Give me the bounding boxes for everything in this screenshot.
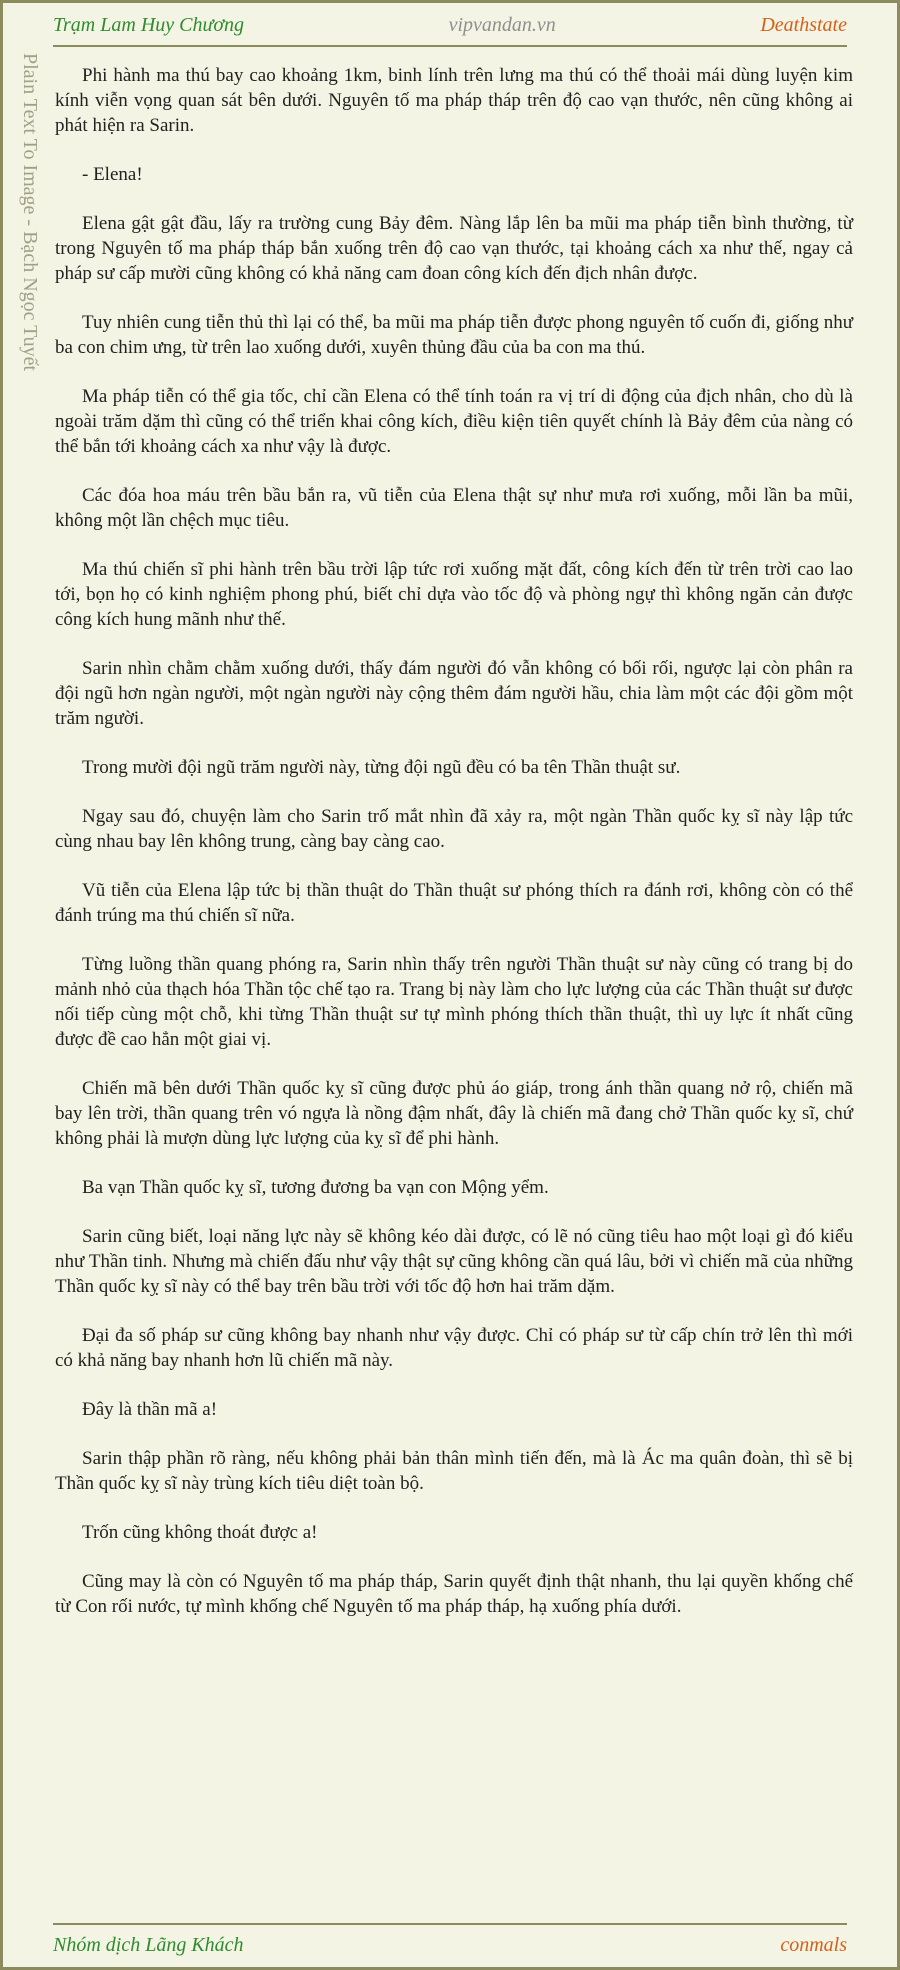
- footer-group: Nhóm dịch Lãng Khách: [53, 1933, 244, 1956]
- paragraph: Sarin thập phần rõ ràng, nếu không phải bản thân mình tiến đến, mà là Ác ma quân đoàn, thì sẽ bị Thần quốc kỵ sĩ này trùng kích tiêu diệt toàn bộ.: [55, 1448, 853, 1494]
- paragraph: Cũng may là còn có Nguyên tố ma pháp tháp, Sarin quyết định thật nhanh, thu lại quyền khống chế từ Con rối nước, tự mình khống chế Nguyên tố ma pháp tháp, hạ xuống phía dưới.: [55, 1571, 853, 1617]
- paragraph: Ba vạn Thần quốc kỵ sĩ, tương đương ba vạn con Mộng yểm.: [82, 1177, 549, 1198]
- header-site: vipvandan.vn: [448, 13, 556, 36]
- paragraph: Đây là thần mã a!: [82, 1399, 218, 1420]
- paragraph: - Elena!: [82, 164, 143, 185]
- page-header: [53, 5, 847, 47]
- page-footer: [53, 1923, 847, 1965]
- paragraph: Đại đa số pháp sư cũng không bay nhanh như vậy được. Chỉ có pháp sư từ cấp chín trở lên thì mới có khả năng bay nhanh hơn lũ chiến mã này.: [55, 1325, 853, 1371]
- paragraph: Tuy nhiên cung tiễn thủ thì lại có thể, ba mũi ma pháp tiễn được phong nguyên tố cuốn đi, giống như ba con chim ưng, từ trên lao xuống dưới, xuyên thủng đầu của ba con ma thú.: [55, 312, 853, 358]
- paragraph: Chiến mã bên dưới Thần quốc kỵ sĩ cũng được phủ áo giáp, trong ánh thần quang nở rộ, chiến mã bay lên trời, thần quang trên vó ngựa là nồng đậm nhất, đây là chiến mã đang chở Thần quốc kỵ sĩ, chứ không phải là mượn dùng lực lượng của kỵ sĩ để phi hành.: [55, 1078, 853, 1149]
- paragraph: Ma pháp tiễn có thể gia tốc, chỉ cần Elena có thể tính toán ra vị trí di động của địch nhân, cho dù là ngoài trăm dặm thì cũng có thể triển khai công kích, điều kiện tiên quyết chính là Bảy đêm của nàng có thể bắn tới khoảng cách xa như vậy là được.: [55, 386, 853, 457]
- paragraph: Ngay sau đó, chuyện làm cho Sarin trố mắt nhìn đã xảy ra, một ngàn Thần quốc kỵ sĩ này lập tức cùng nhau bay lên không trung, càng bay càng cao.: [55, 806, 853, 852]
- side-watermark: [15, 53, 41, 393]
- footer-editor: conmals: [780, 1933, 847, 1956]
- paragraph: Trốn cũng không thoát được a!: [82, 1522, 318, 1543]
- paragraph: Phi hành ma thú bay cao khoảng 1km, binh lính trên lưng ma thú có thể thoải mái dùng luyện kim kính viễn vọng quan sát bên dưới. Nguyên tố ma pháp tháp trên độ cao vạn thước, nên cũng không ai phát hiện ra Sarin.: [55, 65, 853, 136]
- side-watermark-text: Plain Text To Image - Bạch Ngọc Tuyết: [19, 53, 41, 372]
- chapter-text: [55, 63, 853, 1643]
- paragraph: Các đóa hoa máu trên bầu bắn ra, vũ tiễn của Elena thật sự như mưa rơi xuống, mỗi lần ba mũi, không một lần chệch mục tiêu.: [55, 485, 853, 531]
- paragraph: Sarin cũng biết, loại năng lực này sẽ không kéo dài được, có lẽ nó cũng tiêu hao một loại gì đó kiểu như Thần tinh. Nhưng mà chiến đấu như vậy thật sự cũng không cần quá lâu, bởi vì chiến mã của những Thần quốc kỵ sĩ này có thể bay trên bầu trời với tốc độ hơn hai trăm dặm.: [55, 1226, 853, 1297]
- paragraph: Ma thú chiến sĩ phi hành trên bầu trời lập tức rơi xuống mặt đất, công kích đến từ trên trời cao lao tới, bọn họ có kinh nghiệm phong phú, biết chỉ dựa vào tốc độ và phòng ngự thì không ngăn cản được công kích hung mãnh như thế.: [55, 559, 853, 630]
- header-translator: Trạm Lam Huy Chương: [53, 13, 245, 36]
- paragraph: Từng luồng thần quang phóng ra, Sarin nhìn thấy trên người Thần thuật sư này cũng có trang bị do mảnh nhỏ của thạch hóa Thần tộc chế tạo ra. Trang bị này làm cho lực lượng của các Thần thuật sư được nối tiếp cùng một chỗ, khi từng Thần thuật sư tự mình phóng thích thần thuật, thì uy lực ít nhất cũng được đề cao hẳn một giai vị.: [55, 954, 853, 1050]
- paragraph: Sarin nhìn chằm chằm xuống dưới, thấy đám người đó vẫn không có bối rối, ngược lại còn phân ra đội ngũ hơn ngàn người, một ngàn người này cộng thêm đám người hầu, chia làm một các đội gồm một trăm người.: [55, 658, 853, 729]
- paragraph: Trong mười đội ngũ trăm người này, từng đội ngũ đều có ba tên Thần thuật sư.: [82, 757, 681, 778]
- paragraph: Vũ tiễn của Elena lập tức bị thần thuật do Thần thuật sư phóng thích ra đánh rơi, không còn có thể đánh trúng ma thú chiến sĩ nữa.: [55, 880, 853, 926]
- paragraph: Elena gật gật đầu, lấy ra trường cung Bảy đêm. Nàng lắp lên ba mũi ma pháp tiễn bình thường, từ trong Nguyên tố ma pháp tháp bắn xuống trên độ cao vạn thước, tại khoảng cách xa như thế, ngay cả pháp sư cấp mười cũng không có khả năng cam đoan công kích đến địch nhân được.: [55, 213, 853, 284]
- header-author: Deathstate: [760, 13, 847, 36]
